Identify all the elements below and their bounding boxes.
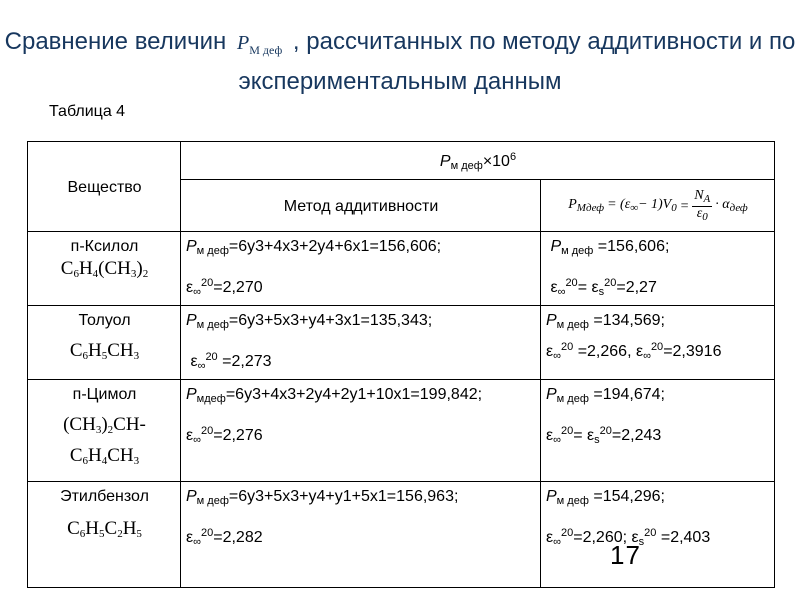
experimental-cell: $P_{м деф} =154,296$; $\varepsilon_\infty^{20}=2,260$; $\varepsilon_s^{20} =2,403$ — [541, 482, 775, 588]
additivity-cell: $P_{м деф}=6y3+5x3+y4+3x1=135,343$; $\varepsilon_\infty^{20} =2,273$ — [181, 306, 541, 380]
table-row — [28, 232, 775, 306]
title-part2: , рассчитанных по методу аддитивности и по экспериментальным данным — [238, 28, 796, 95]
substance-cell — [28, 232, 181, 306]
table-row — [28, 306, 775, 380]
chemical-formula: $C_6H_5C_2H_5$ — [67, 518, 142, 540]
header-additivity: Метод аддитивности — [181, 180, 541, 232]
comparison-table — [27, 141, 775, 588]
experimental-cell: $P_{м деф} =194,674$; $\varepsilon_\infty^{20}= \varepsilon_s^{20}=2,243$ — [541, 380, 775, 482]
chemical-formula: $C_6H_4(CH_3)_2$ — [60, 258, 149, 280]
page-title — [0, 26, 800, 98]
header-substance: Вещество — [28, 142, 181, 232]
experimental-cell: $P_{м деф} =156,606$; $\varepsilon_\infty^{20}= \varepsilon_s^{20}=2,27$ — [541, 232, 775, 306]
substance-cell — [28, 306, 181, 380]
additivity-cell: $P_{м деф}=6y3+5x3+y4+y1+5x1=156,963$; $\varepsilon_\infty^{20}=2,282$ — [181, 482, 541, 588]
header-formula: $P_{Mдеф}$ = $(\varepsilon_\infty- 1)V_0$ = $\frac{N_A}{\varepsilon_0}$ · $\alpha_{деф}$ — [541, 180, 775, 232]
experimental-cell: $P_{м деф} =134,569$; $\varepsilon_\infty^{20} =2,266$, $\varepsilon_\infty^{20}=2,3916$ — [541, 306, 775, 380]
table-label: Таблица 4 — [49, 103, 126, 120]
title-part1: Сравнение величин — [4, 28, 227, 55]
substance-name: Толуол — [78, 312, 131, 329]
additivity-cell: $P_{м деф}=6y3+4x3+2y4+6x1=156,606$; $\varepsilon_\infty^{20}=2,270$ — [181, 232, 541, 306]
substance-cell — [28, 482, 181, 588]
additivity-cell: $P_{мдеф}=6y3+4x3+2y4+2y1+10x1=199,842$; $\varepsilon_\infty^{20}=2,276$ — [181, 380, 541, 482]
page-number: 17 — [610, 540, 641, 570]
table-row — [28, 482, 775, 588]
substance-name: Этилбензол — [60, 488, 149, 505]
title-pm-symbol: $P_{М деф}$ — [236, 32, 283, 57]
chemical-formula: $(CH_3)_2CH-$ $C_6H_4CH_3$ — [63, 414, 146, 467]
chemical-formula: $C_6H_5CH_3$ — [69, 340, 140, 362]
substance-cell — [28, 380, 181, 482]
header-pm-def: $P_{м деф}\times 10^6$ — [181, 142, 775, 180]
table-row — [28, 380, 775, 482]
substance-name: п-Цимол — [72, 386, 137, 403]
substance-name: п-Ксилол — [70, 238, 139, 255]
